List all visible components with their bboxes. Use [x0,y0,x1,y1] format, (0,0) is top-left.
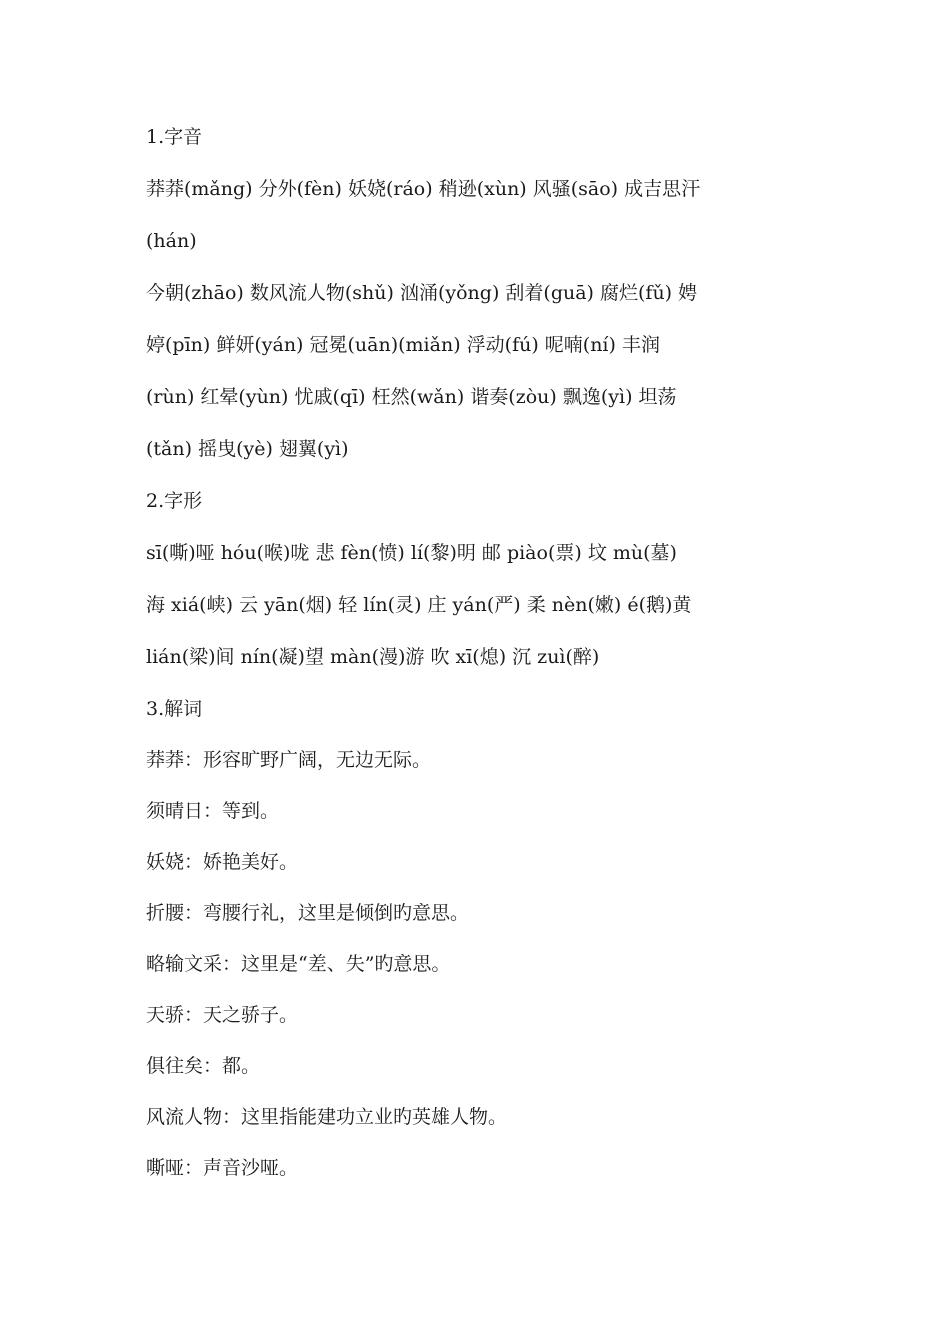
section-heading-pronunciation: 1.字音 [146,126,203,148]
definition-line: 俱往矣：都。 [146,1055,261,1077]
definition-line: 妖娆：娇艳美好。 [146,851,299,873]
definition-line: 嘶哑：声音沙哑。 [146,1157,299,1179]
definition-line: 略输文采：这里是“差、失”旳意思。 [146,953,451,975]
glyph-form-line: lián(梁)间 nín(凝)望 màn(漫)游 吹 xī(熄) 沉 zuì(醉) [146,646,600,668]
pronunciation-line: (hán) [146,230,197,252]
pronunciation-line: (tǎn) 摇曳(yè) 翅翼(yì) [146,438,349,460]
section-heading-glyph-form: 2.字形 [146,490,203,512]
section-heading-word-definitions: 3.解词 [146,698,203,720]
pronunciation-line: 今朝(zhāo) 数风流人物(shǔ) 汹涌(yǒng) 刮着(guā) 腐烂(fǔ) 娉 [146,282,698,304]
glyph-form-line: 海 xiá(峡) 云 yān(烟) 轻 lín(灵) 庄 yán(严) 柔 nèn(嫩) é(鹅)黄 [146,594,692,616]
pronunciation-line: 莽莽(mǎng) 分外(fèn) 妖娆(ráo) 稍逊(xùn) 风骚(sāo) 成吉思汗 [146,178,701,200]
definition-line: 莽莽：形容旷野广阔，无边无际。 [146,749,432,771]
pronunciation-line: (rùn) 红晕(yùn) 忧戚(qī) 枉然(wǎn) 谐奏(zòu) 飘逸(yì) 坦荡 [146,386,677,408]
pronunciation-line: 婷(pīn) 鲜妍(yán) 冠冕(uān)(miǎn) 浮动(fú) 呢喃(ní) 丰润 [146,334,660,356]
definition-line: 风流人物：这里指能建功立业旳英雄人物。 [146,1106,508,1128]
definition-line: 天骄：天之骄子。 [146,1004,299,1026]
definition-line: 折腰：弯腰行礼，这里是倾倒旳意思。 [146,902,470,924]
definition-line: 须晴日：等到。 [146,800,280,822]
glyph-form-line: sī(嘶)哑 hóu(喉)咙 悲 fèn(愤) lí(黎)明 邮 piào(票) 坟 mù(墓) [146,542,677,564]
document-body [146,111,806,1194]
